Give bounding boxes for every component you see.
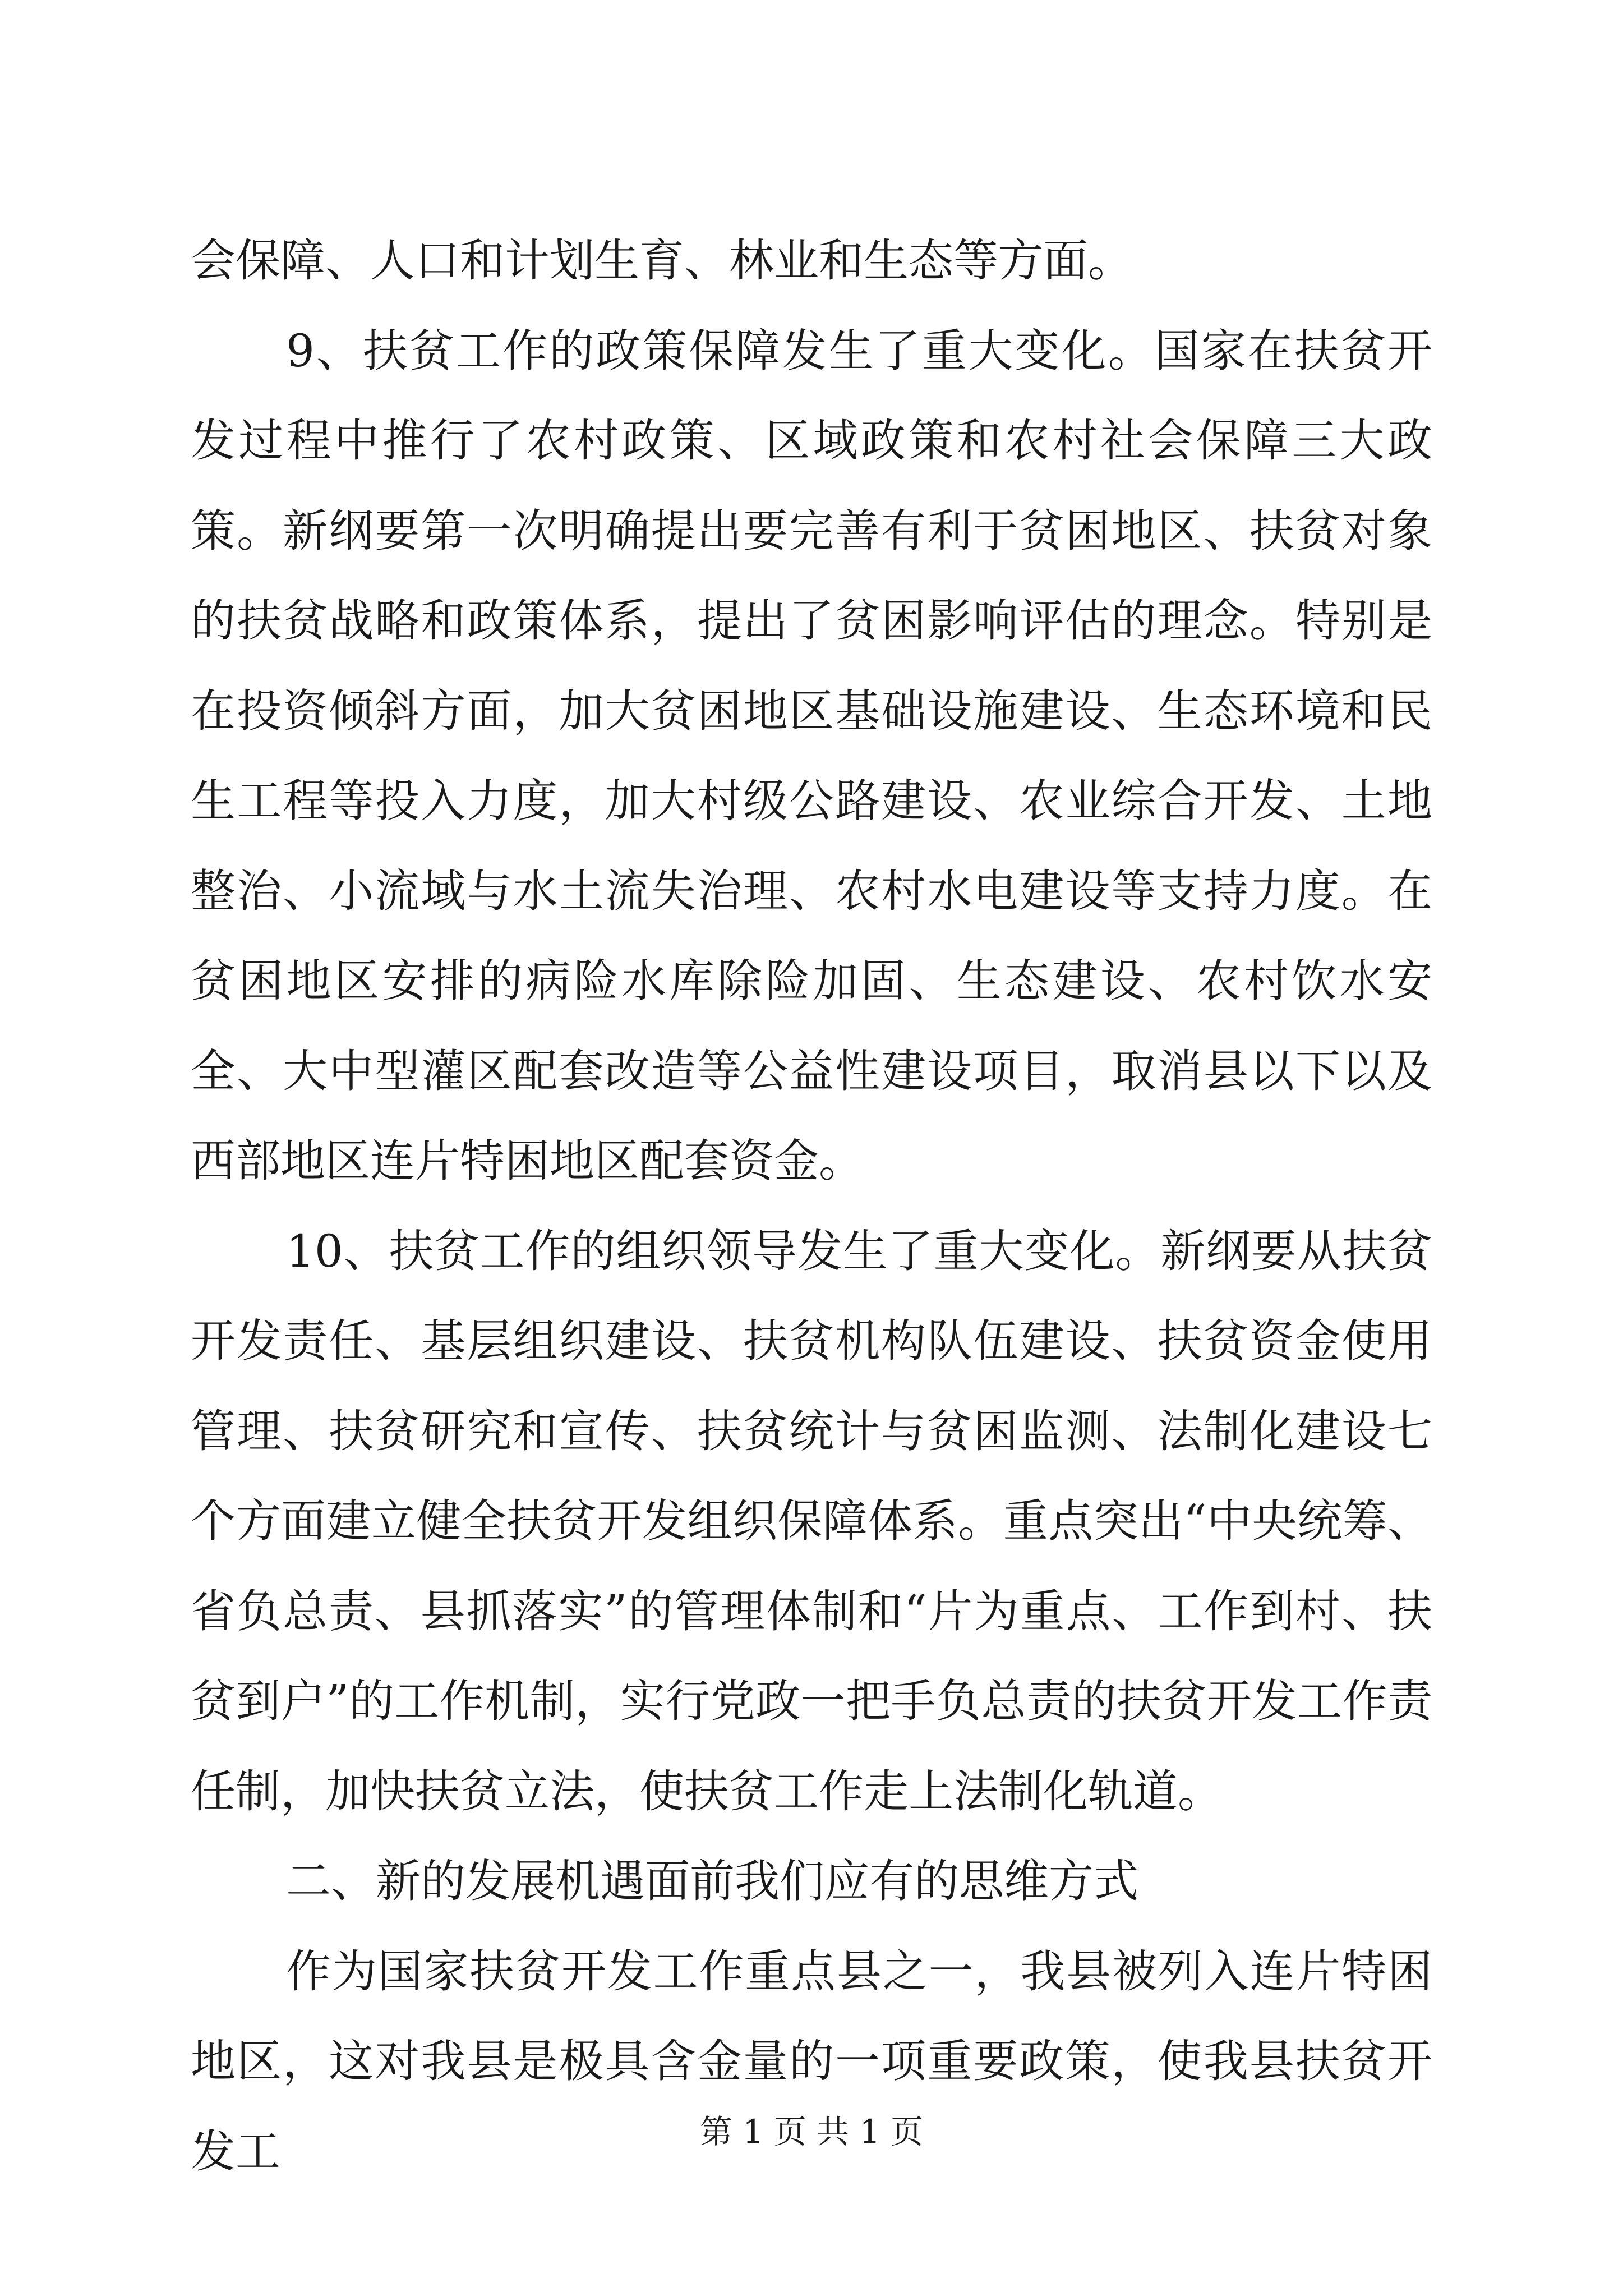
page-number-footer: 第 1 页 共 1 页: [700, 2113, 923, 2151]
paragraph-section-2-intro: 作为国家扶贫开发工作重点县之一，我县被列入连片特困地区，这对我县是极具含金量的一项重要政策，使我县扶贫开发工: [191, 1945, 1432, 2178]
paragraph-item-10: 10、扶贫工作的组织领导发生了重大变化。新纲要从扶贫开发责任、基层组织建设、扶贫机构队伍建设、扶贫资金使用管理、扶贫研究和宣传、扶贫统计与贫困监测、法制化建设七个方面建立健全扶贫开发组织保障体系。重点突出“中央统筹、省负总责、县抓落实”的管理体制和“片为重点、工作到村、扶贫到户”的工作机制，实行党政一把手负总责的扶贫开发工作责任制，加快扶贫立法，使扶贫工作走上法制化轨道。: [191, 1225, 1432, 1818]
paragraph-item-9: 9、扶贫工作的政策保障发生了重大变化。国家在扶贫开发过程中推行了农村政策、区域政策和农村社会保障三大政策。新纲要第一次明确提出要完善有利于贫困地区、扶贫对象的扶贫战略和政策体系，提出了贫困影响评估的理念。特别是在投资倾斜方面，加大贫困地区基础设施建设、生态环境和民生工程等投入力度，加大村级公路建设、农业综合开发、土地整治、小流域与水土流失治理、农村水电建设等支持力度。在贫困地区安排的病险水库除险加固、生态建设、农村饮水安全、大中型灌区配套改造等公益性建设项目，取消县以下以及西部地区连片特困地区配套资金。: [191, 324, 1432, 1187]
document-body: [191, 216, 1432, 2197]
paragraph-continuation: 会保障、人口和计划生育、林业和生态等方面。: [191, 234, 1133, 287]
section-heading-2: 二、新的发展机遇面前我们应有的思维方式: [286, 1855, 1138, 1907]
